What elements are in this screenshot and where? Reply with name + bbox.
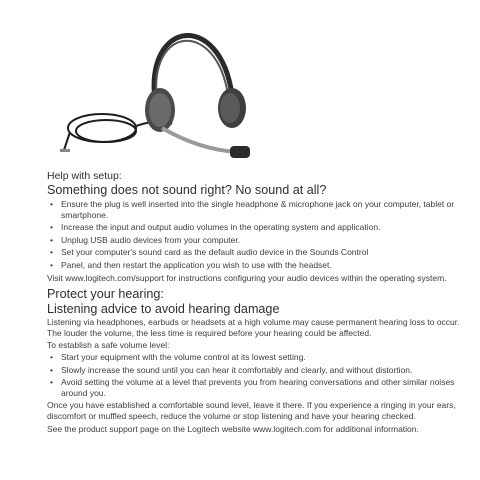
headset-illustration <box>60 0 260 168</box>
hearing-list <box>47 352 467 398</box>
list-item: • Unplug USB audio devices from your computer. <box>47 235 467 246</box>
instructions-content <box>47 170 467 434</box>
list-item: • Ensure the plug is well inserted into the single headphone & microphone jack on your computer, tablet or smartphone. <box>47 199 467 220</box>
hearing-label: Protect your hearing: <box>47 287 164 302</box>
setup-heading: Something does not sound right? No sound at all? <box>47 183 327 197</box>
list-item: • Increase the input and output audio volumes in the operating system and application. <box>47 222 467 233</box>
comfortable-level-text: Once you have established a comfortable sound level, leave it there. If you experience a ringing in your ears, discomfort or muffled speech, reduce the volume or stop listening and have your hearing checked. <box>47 400 456 421</box>
list-item: • Avoid setting the volume at a level that prevents you from hearing conversations and other similar noises around you. <box>47 377 467 398</box>
see-support-text: See the product support page on the Logitech website www.logitech.com for additional information. <box>47 423 419 434</box>
list-item: • Panel, and then restart the application you wish to use with the headset. <box>47 260 467 271</box>
list-item: • Slowly increase the sound until you can hear it comfortably and clearly, and without distortion. <box>47 365 467 376</box>
support-visit-text: Visit www.logitech.com/support for instructions configuring your audio devices within the operating system. <box>47 272 447 283</box>
hearing-intro: Listening via headphones, earbuds or headsets at a high volume may cause permanent hearing loss to occur. The louder the volume, the less time is required before your hearing could be affected. <box>47 317 460 338</box>
setup-label: Help with setup: <box>47 170 122 182</box>
establish-text: To establish a safe volume level: <box>47 340 170 351</box>
hearing-heading: Listening advice to avoid hearing damage <box>47 302 280 317</box>
list-item: • Set your computer's sound card as the default audio device in the Sounds Control <box>47 247 467 258</box>
setup-list <box>47 199 467 271</box>
list-item: • Start your equipment with the volume control at its lowest setting. <box>47 352 467 363</box>
